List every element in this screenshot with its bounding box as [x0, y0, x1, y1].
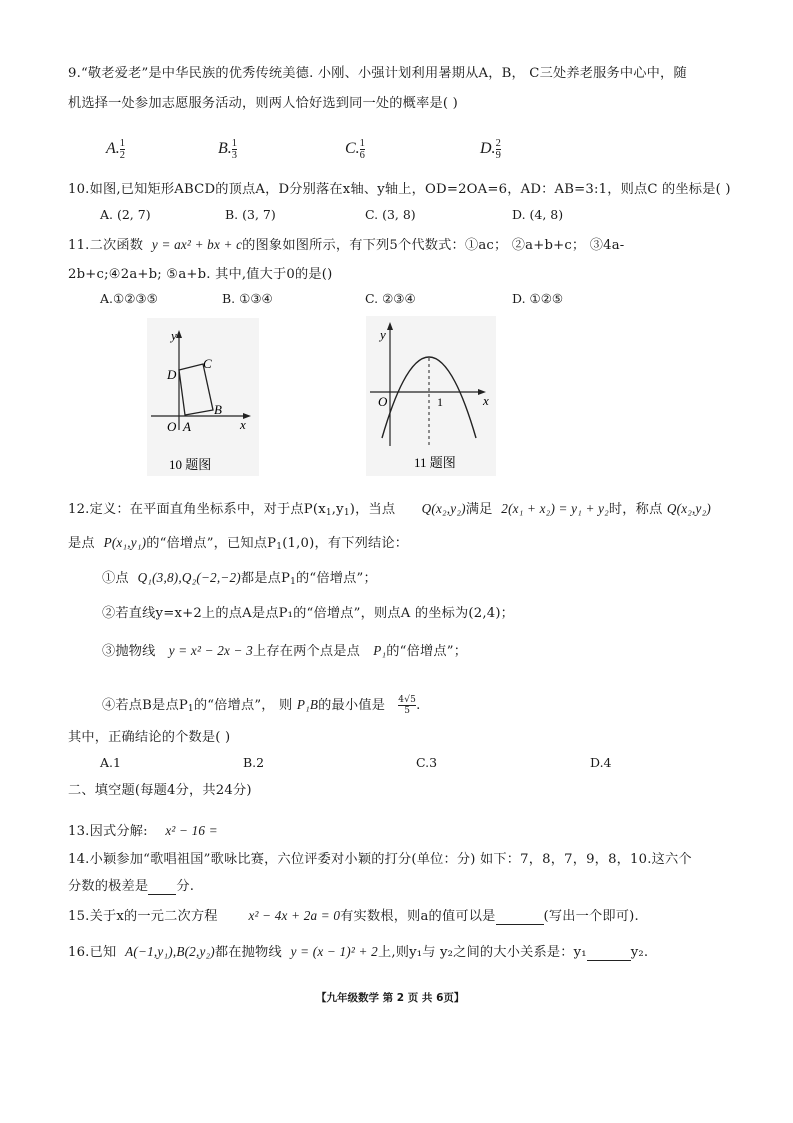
fig11-caption: 11 题图 — [414, 455, 456, 470]
q11-option-d: D. ①②⑤ — [512, 291, 564, 306]
q12-line2: 是点 P(x₁,y₁)的“倍增点”，已知点$P_1(1,0)$，有下列结论： — [68, 535, 409, 552]
fig10-label-a: A — [183, 419, 191, 434]
fig10-caption: 10 题图 — [169, 457, 212, 472]
q12-statement-4: ④若点B是点$P_1$的“倍增点”， 则 P₁B的最小值是 $\frac{4√5}{5}$ . — [102, 695, 421, 716]
section-2-heading: 二、填空题(每题4分，共24分) — [68, 783, 252, 798]
q9-option-b: B. $\frac{1}{3}$ — [218, 138, 238, 161]
q11-option-a: A.①②③⑤ — [100, 291, 158, 306]
q12-option-a: A.1 — [100, 755, 121, 770]
q9-option-c: C. $\frac{1}{6}$ — [345, 138, 365, 161]
fig10-label-y: y — [171, 328, 177, 343]
figure-10 — [147, 318, 259, 476]
q10-option-a: A. (2, 7) — [100, 207, 151, 222]
fig11-label-y: y — [380, 327, 386, 342]
q9-line2: 机选择一处参加志愿服务活动，则两人恰好选到同一处的概率是( ) — [68, 96, 458, 111]
q12-option-b: B.2 — [243, 755, 265, 770]
q15: 15.关于x的一元二次方程 x² − 4x + 2a = 0有实数根，则a的值可以是 (写出一个即可). — [68, 908, 639, 924]
q12-question: 其中，正确结论的个数是( ) — [68, 730, 231, 745]
q10-option-b: B. (3, 7) — [225, 207, 276, 222]
figure-11 — [366, 316, 496, 476]
q16: 16.已知 A(−1,y₁),B(2,y₂)都在抛物线 y = (x − 1)² + 2上,则y₁与 y₂之间的大小关系是：y₁ y₂. — [68, 944, 649, 960]
q14-line2: 分数的极差是 分. — [68, 879, 195, 894]
fig10-label-c: C — [203, 356, 212, 371]
q9-option-d: D. $\frac{2}{9}$ — [480, 138, 501, 161]
fig11-label-x: x — [483, 393, 489, 408]
fig10-label-x: x — [240, 417, 246, 432]
fig11-label-1: 1 — [437, 395, 443, 409]
q11-option-c: C. ②③④ — [365, 291, 416, 306]
fig11-label-o: O — [378, 394, 388, 409]
q12-statement-1: ①点 Q₁(3,8),Q₂(−2,−2)都是点$P_1$的“倍增点”； — [102, 570, 377, 587]
q12-statement-2: ②若直线y=x+2上的点A是点P₁的“倍增点”，则点A 的坐标为(2,4)； — [102, 606, 515, 621]
page-footer: 【九年级数学 第 2 页 共 6页】 — [316, 992, 465, 1004]
q9-option-a: A. $\frac{1}{2}$ — [106, 138, 126, 161]
q14-answer-blank[interactable] — [148, 879, 176, 895]
fig10-label-o: O — [167, 419, 177, 434]
q16-answer-blank[interactable] — [587, 945, 631, 961]
q10-option-c: C. (3, 8) — [365, 207, 416, 222]
q14-line1: 14.小颖参加“歌唱祖国”歌咏比赛，六位评委对小颖的打分(单位：分) 如下：7，8，7，9，8，10.这六个 — [68, 852, 692, 867]
q9-line1: 9.“敬老爱老”是中华民族的优秀传统美德. 小刚、小强计划利用暑期从A，B， C三处养老服务中心中，随 — [68, 66, 687, 81]
q10-line1: 10.如图,已知矩形ABCD的顶点A，D分别落在x轴、y轴上，OD=2OA=6，AD：AB=3:1，则点C 的坐标是( ) — [68, 182, 731, 197]
q11-line1: 11.二次函数 y = ax² + bx + c的图象如图所示，有下列5个代数式：①ac； ②a+b+c； ③4a- — [68, 237, 625, 253]
q12-option-d: D.4 — [590, 755, 612, 770]
q12-statement-3: ③抛物线 y = x² − 2x − 3上存在两个点是点 P₁的“倍增点”； — [102, 643, 468, 659]
q13: 13.因式分解: x² − 16 = — [68, 823, 218, 839]
q11-option-b: B. ①③④ — [222, 291, 273, 306]
fig10-label-b: B — [214, 402, 222, 417]
fig10-label-d: D — [167, 367, 177, 382]
q12-option-c: C.3 — [416, 755, 438, 770]
q12-line1: 12.定义：在平面直角坐标系中，对于点$P(x_1,y_1)$，当点 Q(x₂,y₂)满足 2(x₁ + x₂) = y₁ + y₂时，称点 Q(x₂,y₂) — [68, 501, 711, 518]
q15-answer-blank[interactable] — [496, 909, 544, 925]
q10-option-d: D. (4, 8) — [512, 207, 564, 222]
q11-line2: 2b+c;④2a+b; ⑤a+b. 其中,值大于0的是() — [68, 267, 333, 282]
